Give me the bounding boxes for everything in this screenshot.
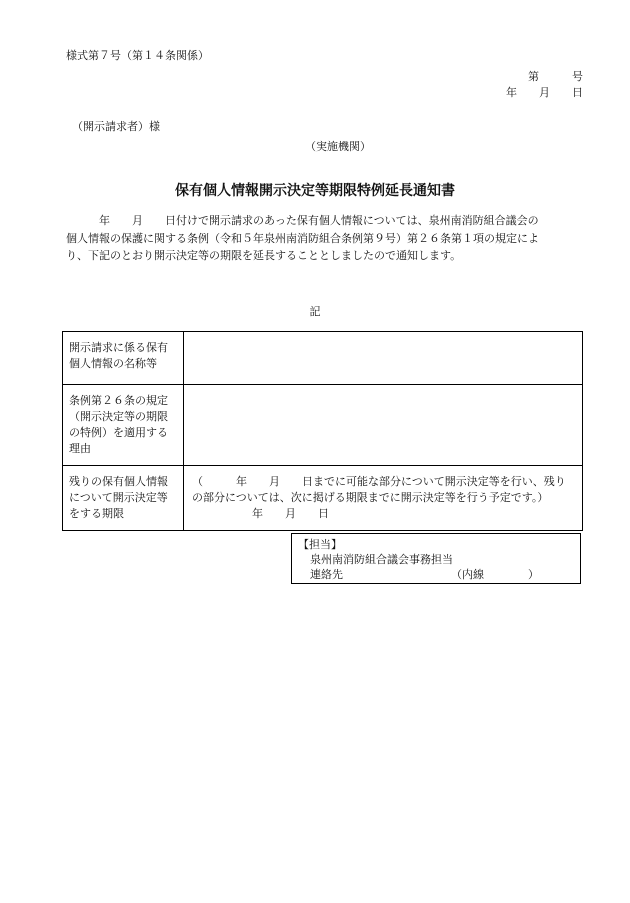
contact-office: 泉州南消防組合議会事務担当 [310,553,453,566]
form-number: 様式第７号（第１４条関係） [66,49,209,62]
info-name-label: 開示請求に係る保有個人情報の名称等 [63,332,184,385]
deadline-text: （ 年 月 日までに可能な部分について開示決定等を行い、残りの部分については、次に掲げる期限までに開示決定等を行う予定です。） [192,475,566,504]
document-title: 保有個人情報開示決定等期限特例延長通知書 [175,183,455,199]
contact-line [298,567,574,582]
table-row [63,466,583,531]
deadline-label: 残りの保有個人情報について開示決定等をする期限 [63,466,184,531]
deadline-value[interactable] [184,466,583,531]
ki-heading: 記 [309,305,321,318]
reason-label: 条例第２６条の規定（開示決定等の期限の特例）を適用する理由 [63,385,184,466]
body-line-2: 個人情報の保護に関する条例（令和５年泉州南消防組合条例第９号）第２６条第１項の規定によ [66,231,539,245]
addressee: （開示請求者）様 [72,120,160,133]
document-date: 年 月 日 [506,86,583,99]
contact-extension: （内線 ） [451,568,539,581]
reason-value[interactable] [184,385,583,466]
deadline-date: 年 月 日 [252,507,329,520]
info-name-value[interactable] [184,332,583,385]
table-row [63,332,583,385]
issuing-agency: （実施機関） [305,140,371,153]
body-text [66,212,582,265]
body-line-1: 年 月 日付けで開示請求のあった保有個人情報については、泉州南消防組合議会の [66,214,539,227]
contact-label: 連絡先 [310,568,343,581]
details-table [62,331,583,531]
table-row [63,385,583,466]
contact-box [291,533,581,584]
contact-heading: 【担当】 [298,538,342,551]
document-number: 第 号 [528,70,583,83]
body-line-3: り、下記のとおり開示決定等の期限を延長することとしましたので通知します。 [66,249,462,262]
